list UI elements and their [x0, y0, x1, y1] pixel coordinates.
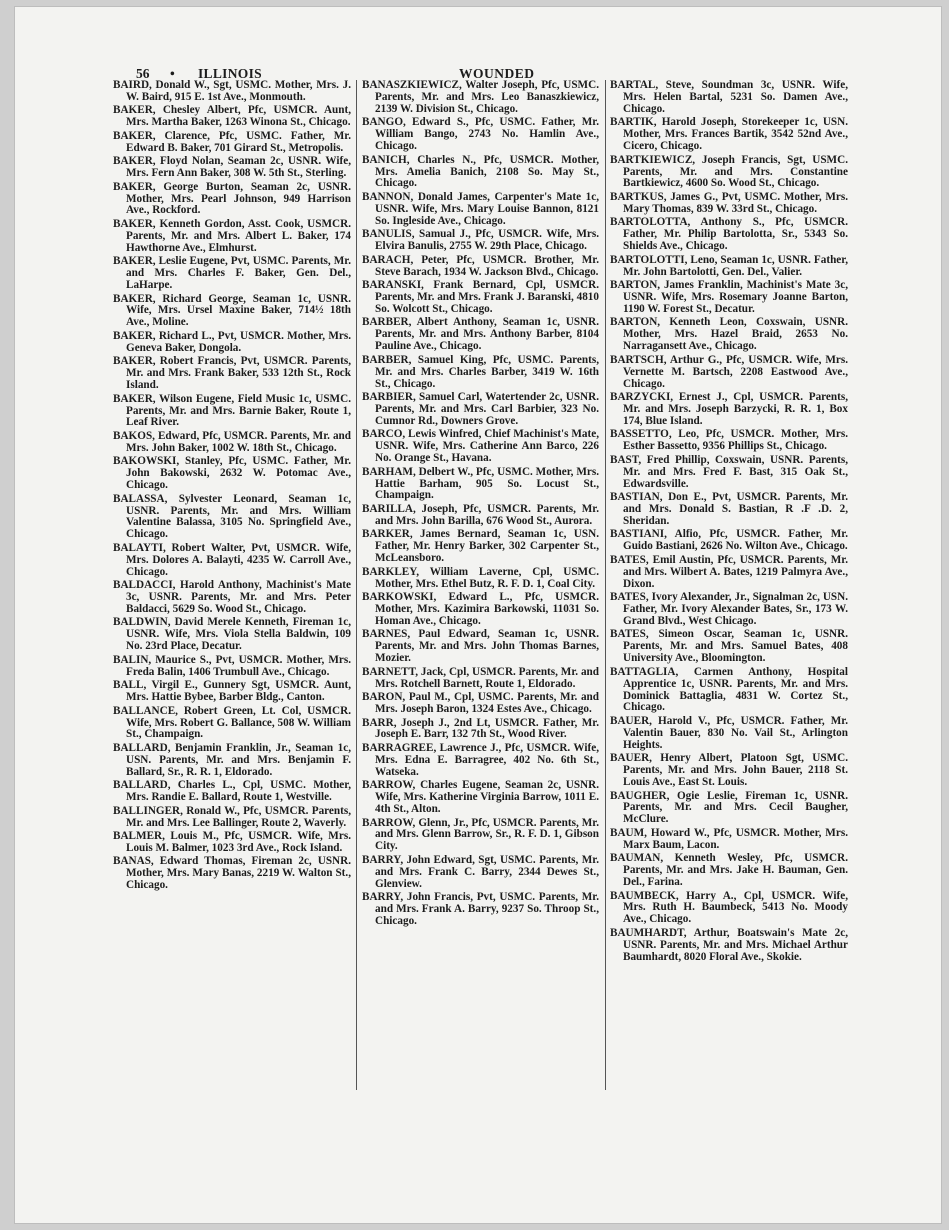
casualty-entry: BALLINGER, Ronald W., Pfc, USMCR. Parents, Mr. and Mrs. Lee Ballinger, Route 2, Waverly.: [113, 804, 351, 829]
casualty-entry: BARZYCKI, Ernest J., Cpl, USMCR. Parents, Mr. and Mrs. Joseph Barzycki, R. R. 1, Box 174, Blue Island.: [610, 391, 848, 427]
casualty-entry: BATES, Ivory Alexander, Jr., Signalman 2c, USN. Father, Mr. Ivory Alexander Bates, Sr., 173 W. Grand Blvd., West Chicago.: [610, 591, 848, 627]
casualty-entry: BARRY, John Edward, Sgt, USMC. Parents, Mr. and Mrs. Frank C. Barry, 2344 Dewes St., Glenview.: [362, 853, 599, 890]
casualty-entry: BAUMAN, Kenneth Wesley, Pfc, USMCR. Parents, Mr. and Mrs. Jake H. Bauman, Gen. Del., Farina.: [610, 852, 848, 889]
casualty-entry: BARON, Paul M., Cpl, USMC. Parents, Mr. and Mrs. Joseph Baron, 1324 Estes Ave., Chicago.: [362, 691, 599, 715]
casualty-entry: BALDWIN, David Merele Kenneth, Fireman 1c, USNR. Wife, Mrs. Viola Stella Baldwin, 109 No. 23rd Place, Decatur.: [113, 616, 351, 653]
casualty-entry: BALLARD, Benjamin Franklin, Jr., Seaman 1c, USN. Parents, Mr. and Mrs. Benjamin F. Ballard, Sr., R. R. 1, Eldorado.: [113, 741, 351, 778]
casualty-entry: BARTOLOTTA, Anthony S., Pfc, USMCR. Father, Mr. Philip Bartolotta, Sr., 5343 So. Shields Ave., Chicago.: [610, 216, 848, 253]
casualty-entry: BARKER, James Bernard, Seaman 1c, USN. Father, Mr. Henry Barker, 302 Carpenter St., McLeansboro.: [362, 528, 599, 565]
casualty-entry: BARROW, Glenn, Jr., Pfc, USMCR. Parents, Mr. and Mrs. Glenn Barrow, Sr., R. F. D. 1, Gibson City.: [362, 816, 599, 853]
casualty-entry: BALDACCI, Harold Anthony, Machinist's Mate 3c, USNR. Parents, Mr. and Mrs. Peter Baldacci, 5629 So. Wood St., Chicago.: [113, 579, 351, 615]
casualty-entry: BAKER, Clarence, Pfc, USMC. Father, Mr. Edward B. Baker, 701 Girard St., Metropolis.: [113, 129, 351, 154]
casualty-entry: BASSETTO, Leo, Pfc, USMCR. Mother, Mrs. Esther Bassetto, 9356 Phillips St., Chicago.: [610, 428, 848, 453]
casualty-entry: BAKER, Leslie Eugene, Pvt, USMC. Parents, Mr. and Mrs. Charles F. Baker, Gen. Del., LaHarpe.: [113, 255, 351, 292]
casualty-entry: BALASSA, Sylvester Leonard, Seaman 1c, USNR. Parents, Mr. and Mrs. William Valentine Balassa, 3105 No. Springfield Ave., Chicago.: [113, 492, 351, 541]
casualty-entry: BARBER, Albert Anthony, Seaman 1c, USNR. Parents, Mr. and Mrs. Anthony Barber, 8104 Pauline Ave., Chicago.: [362, 316, 599, 353]
casualty-entry: BATTAGLIA, Carmen Anthony, Hospital Apprentice 1c, USNR. Parents, Mr. and Mrs. Dominick Battaglia, 4831 W. Cortez St., Chicago.: [610, 665, 848, 714]
casualty-entry: BARTON, James Franklin, Machinist's Mate 3c, USNR. Wife, Mrs. Rosemary Joanne Barton, 1190 W. Forest St., Decatur.: [610, 279, 848, 315]
casualty-entry: BARTKIEWICZ, Joseph Francis, Sgt, USMC. Parents, Mr. and Mrs. Constantine Bartkiewicz, 4600 So. Wood St., Chicago.: [610, 153, 848, 190]
column-3: [610, 80, 848, 965]
casualty-entry: BALIN, Maurice S., Pvt, USMCR. Mother, Mrs. Freda Balin, 1406 Trumbull Ave., Chicago.: [113, 653, 351, 678]
casualty-entry: BARANSKI, Frank Bernard, Cpl, USMCR. Parents, Mr. and Mrs. Frank J. Baranski, 4810 So. Wolcott St., Chicago.: [362, 279, 599, 315]
casualty-entry: BALLARD, Charles L., Cpl, USMC. Mother, Mrs. Randie E. Ballard, Route 1, Westville.: [113, 779, 351, 804]
casualty-entry: BARKOWSKI, Edward L., Pfc, USMCR. Mother, Mrs. Kazimira Barkowski, 11031 So. Homan Ave., Chicago.: [362, 591, 599, 627]
casualty-entry: BARCO, Lewis Winfred, Chief Machinist's Mate, USNR. Wife, Mrs. Catherine Ann Barco, 226 No. Orange St., Havana.: [362, 428, 599, 465]
page-number: 56: [136, 66, 150, 81]
casualty-entry: BANGO, Edward S., Pfc, USMC. Father, Mr. William Bango, 2743 No. Hamlin Ave., Chicago.: [362, 116, 599, 153]
casualty-entry: BAKER, Richard George, Seaman 1c, USNR. Wife, Mrs. Ursel Maxine Baker, 714½ 18th Ave., Moline.: [113, 292, 351, 329]
casualty-entry: BARILLA, Joseph, Pfc, USMCR. Parents, Mr. and Mrs. John Barilla, 676 Wood St., Aurora.: [362, 502, 599, 527]
casualty-entry: BAKER, Robert Francis, Pvt, USMCR. Parents, Mr. and Mrs. Frank Baker, 533 12th St., Rock Island.: [113, 355, 351, 392]
casualty-entry: BALLANCE, Robert Green, Lt. Col, USMCR. Wife, Mrs. Robert G. Ballance, 508 W. William St., Champaign.: [113, 704, 351, 741]
casualty-entry: BARKLEY, William Laverne, Cpl, USMC. Mother, Mrs. Ethel Butz, R. F. D. 1, Coal City.: [362, 565, 599, 590]
casualty-entry: BARHAM, Delbert W., Pfc, USMC. Mother, Mrs. Hattie Barham, 905 So. Locust St., Champaign.: [362, 465, 599, 502]
casualty-entry: BAUER, Harold V., Pfc, USMCR. Father, Mr. Valentin Bauer, 830 No. Vail St., Arlington Heights.: [610, 714, 848, 751]
casualty-entry: BASTIANI, Alfio, Pfc, USMCR. Father, Mr. Guido Bastiani, 2626 No. Wilton Ave., Chicago.: [610, 528, 848, 553]
casualty-entry: BAKOWSKI, Stanley, Pfc, USMC. Father, Mr. John Bakowski, 2632 W. Potomac Ave., Chicago.: [113, 455, 351, 492]
casualty-entry: BAST, Fred Phillip, Coxswain, USNR. Parents, Mr. and Mrs. Fred F. Bast, 315 Oak St., Edwardsville.: [610, 453, 848, 490]
casualty-entry: BANASZKIEWICZ, Walter Joseph, Pfc, USMC. Parents, Mr. and Mrs. Leo Banaszkiewicz, 2139 W. Division St., Chicago.: [362, 79, 599, 115]
casualty-entry: BARBIER, Samuel Carl, Watertender 2c, USNR. Parents, Mr. and Mrs. Carl Barbier, 323 No. Cumnor Rd., Downers Grove.: [362, 391, 599, 427]
casualty-entry: BAKER, Kenneth Gordon, Asst. Cook, USMCR. Parents, Mr. and Mrs. Albert L. Baker, 174 Hawthorne Ave., Elmhurst.: [113, 217, 351, 254]
casualty-entry: BAKER, Richard L., Pvt, USMCR. Mother, Mrs. Geneva Baker, Dongola.: [113, 329, 351, 354]
casualty-entry: BAUMHARDT, Arthur, Boatswain's Mate 2c, USNR. Parents, Mr. and Mrs. Michael Arthur Baumhardt, 8020 Floral Ave., Skokie.: [610, 926, 848, 963]
casualty-entry: BARNES, Paul Edward, Seaman 1c, USNR. Parents, Mr. and Mrs. John Thomas Barnes, Mozier.: [362, 628, 599, 665]
casualty-entry: BALMER, Louis M., Pfc, USMCR. Wife, Mrs. Louis M. Balmer, 1023 3rd Ave., Rock Island.: [113, 830, 351, 854]
casualty-entry: BATES, Emil Austin, Pfc, USMCR. Parents, Mr. and Mrs. Wilbert A. Bates, 1219 Palmyra Ave., Dixon.: [610, 553, 848, 590]
casualty-entry: BATES, Simeon Oscar, Seaman 1c, USNR. Parents, Mr. and Mrs. Samuel Bates, 408 University Ave., Bloomington.: [610, 628, 848, 665]
casualty-entry: BARTKUS, James G., Pvt, USMC. Mother, Mrs. Mary Thomas, 839 W. 33rd St., Chicago.: [610, 190, 848, 215]
casualty-entry: BAKER, Wilson Eugene, Field Music 1c, USMC. Parents, Mr. and Mrs. Barnie Baker, Route 1, Leaf River.: [113, 392, 351, 429]
casualty-entry: BANULIS, Samual J., Pfc, USMCR. Wife, Mrs. Elvira Banulis, 2755 W. 29th Place, Chicago.: [362, 228, 599, 253]
casualty-entry: BARTIK, Harold Joseph, Storekeeper 1c, USN. Mother, Mrs. Frances Bartik, 3542 52nd Ave., Cicero, Chicago.: [610, 116, 848, 153]
casualty-entry: BARTAL, Steve, Soundman 3c, USNR. Wife, Mrs. Helen Bartal, 5231 So. Damen Ave., Chicago.: [610, 79, 848, 115]
casualty-entry: BAKER, Floyd Nolan, Seaman 2c, USNR. Wife, Mrs. Fern Ann Baker, 308 W. 5th St., Sterling.: [113, 155, 351, 180]
casualty-entry: BARTSCH, Arthur G., Pfc, USMCR. Wife, Mrs. Vernette M. Bartsch, 2208 Eastwood Ave., Chicago.: [610, 353, 848, 390]
casualty-entry: BARRY, John Francis, Pvt, USMC. Parents, Mr. and Mrs. Frank A. Barry, 9237 So. Throop St., Chicago.: [362, 891, 599, 927]
casualty-entry: BARTON, Kenneth Leon, Coxswain, USNR. Mother, Mrs. Hazel Braid, 2653 No. Narragansett Ave., Chicago.: [610, 316, 848, 353]
casualty-entry: BAUMBECK, Harry A., Cpl, USMCR. Wife, Mrs. Ruth H. Baumbeck, 5413 No. Moody Ave., Chicago.: [610, 889, 848, 926]
casualty-entry: BAKER, George Burton, Seaman 2c, USNR. Mother, Mrs. Pearl Johnson, 949 Harrison Ave., Rockford.: [113, 180, 351, 217]
casualty-entry: BARR, Joseph J., 2nd Lt, USMCR. Father, Mr. Joseph E. Barr, 132 7th St., Wood River.: [362, 716, 599, 741]
casualty-entry: BAUM, Howard W., Pfc, USMCR. Mother, Mrs. Marx Baum, Lacon.: [610, 826, 848, 851]
list-title: WOUNDED: [459, 66, 535, 81]
column-1: [113, 80, 351, 894]
casualty-entry: BARROW, Charles Eugene, Seaman 2c, USNR. Wife, Mrs. Katherine Virginia Barrow, 1011 E. 4th St., Alton.: [362, 779, 599, 816]
column-2: [362, 80, 599, 929]
casualty-entry: BAIRD, Donald W., Sgt, USMC. Mother, Mrs. J. W. Baird, 915 E. 1st Ave., Monmouth.: [113, 79, 351, 103]
casualty-entry: BARBER, Samuel King, Pfc, USMC. Parents, Mr. and Mrs. Charles Barber, 3419 W. 16th St., Chicago.: [362, 353, 599, 390]
casualty-entry: BAUGHER, Ogie Leslie, Fireman 1c, USNR. Parents, Mr. and Mrs. Cecil Baugher, McClure.: [610, 789, 848, 826]
casualty-entry: BASTIAN, Don E., Pvt, USMCR. Parents, Mr. and Mrs. Donald S. Bastian, R .F .D. 2, Sheridan.: [610, 491, 848, 527]
casualty-entry: BARACH, Peter, Pfc, USMCR. Brother, Mr. Steve Barach, 1934 W. Jackson Blvd., Chicago.: [362, 253, 599, 278]
casualty-entry: BALAYTI, Robert Walter, Pvt, USMCR. Wife, Mrs. Dolores A. Balayti, 4235 W. Carroll Ave., Chicago.: [113, 541, 351, 578]
casualty-entry: BARRAGREE, Lawrence J., Pfc, USMCR. Wife, Mrs. Edna E. Barragree, 402 No. 6th St., Watseka.: [362, 741, 599, 778]
casualty-entry: BALL, Virgil E., Gunnery Sgt, USMCR. Aunt, Mrs. Hattie Bybee, Barber Bldg., Canton.: [113, 679, 351, 704]
state-name: ILLINOIS: [198, 66, 262, 81]
casualty-entry: BANAS, Edward Thomas, Fireman 2c, USNR. Mother, Mrs. Mary Banas, 2219 W. Walton St., Chicago.: [113, 855, 351, 892]
column-divider: [605, 80, 606, 1090]
header-bullet: •: [170, 66, 175, 81]
casualty-entry: BAKOS, Edward, Pfc, USMCR. Parents, Mr. and Mrs. John Baker, 1002 W. 18th St., Chicago.: [113, 429, 351, 454]
casualty-entry: BARNETT, Jack, Cpl, USMCR. Parents, Mr. and Mrs. Rotchell Barnett, Route 1, Eldorado.: [362, 665, 599, 690]
casualty-entry: BANICH, Charles N., Pfc, USMCR. Mother, Mrs. Amelia Banich, 2108 So. May St., Chicago.: [362, 153, 599, 190]
casualty-entry: BANNON, Donald James, Carpenter's Mate 1c, USNR. Wife, Mrs. Mary Louise Bannon, 8121 So. Ingleside Ave., Chicago.: [362, 190, 599, 227]
column-divider: [356, 80, 357, 1090]
casualty-entry: BARTOLOTTI, Leno, Seaman 1c, USNR. Father, Mr. John Bartolotti, Gen. Del., Valier.: [610, 253, 848, 278]
casualty-entry: BAUER, Henry Albert, Platoon Sgt, USMC. Parents, Mr. and Mrs. John Bauer, 2118 St. Louis Ave., East St. Louis.: [610, 752, 848, 789]
casualty-entry: BAKER, Chesley Albert, Pfc, USMCR. Aunt, Mrs. Martha Baker, 1263 Winona St., Chicago.: [113, 104, 351, 129]
